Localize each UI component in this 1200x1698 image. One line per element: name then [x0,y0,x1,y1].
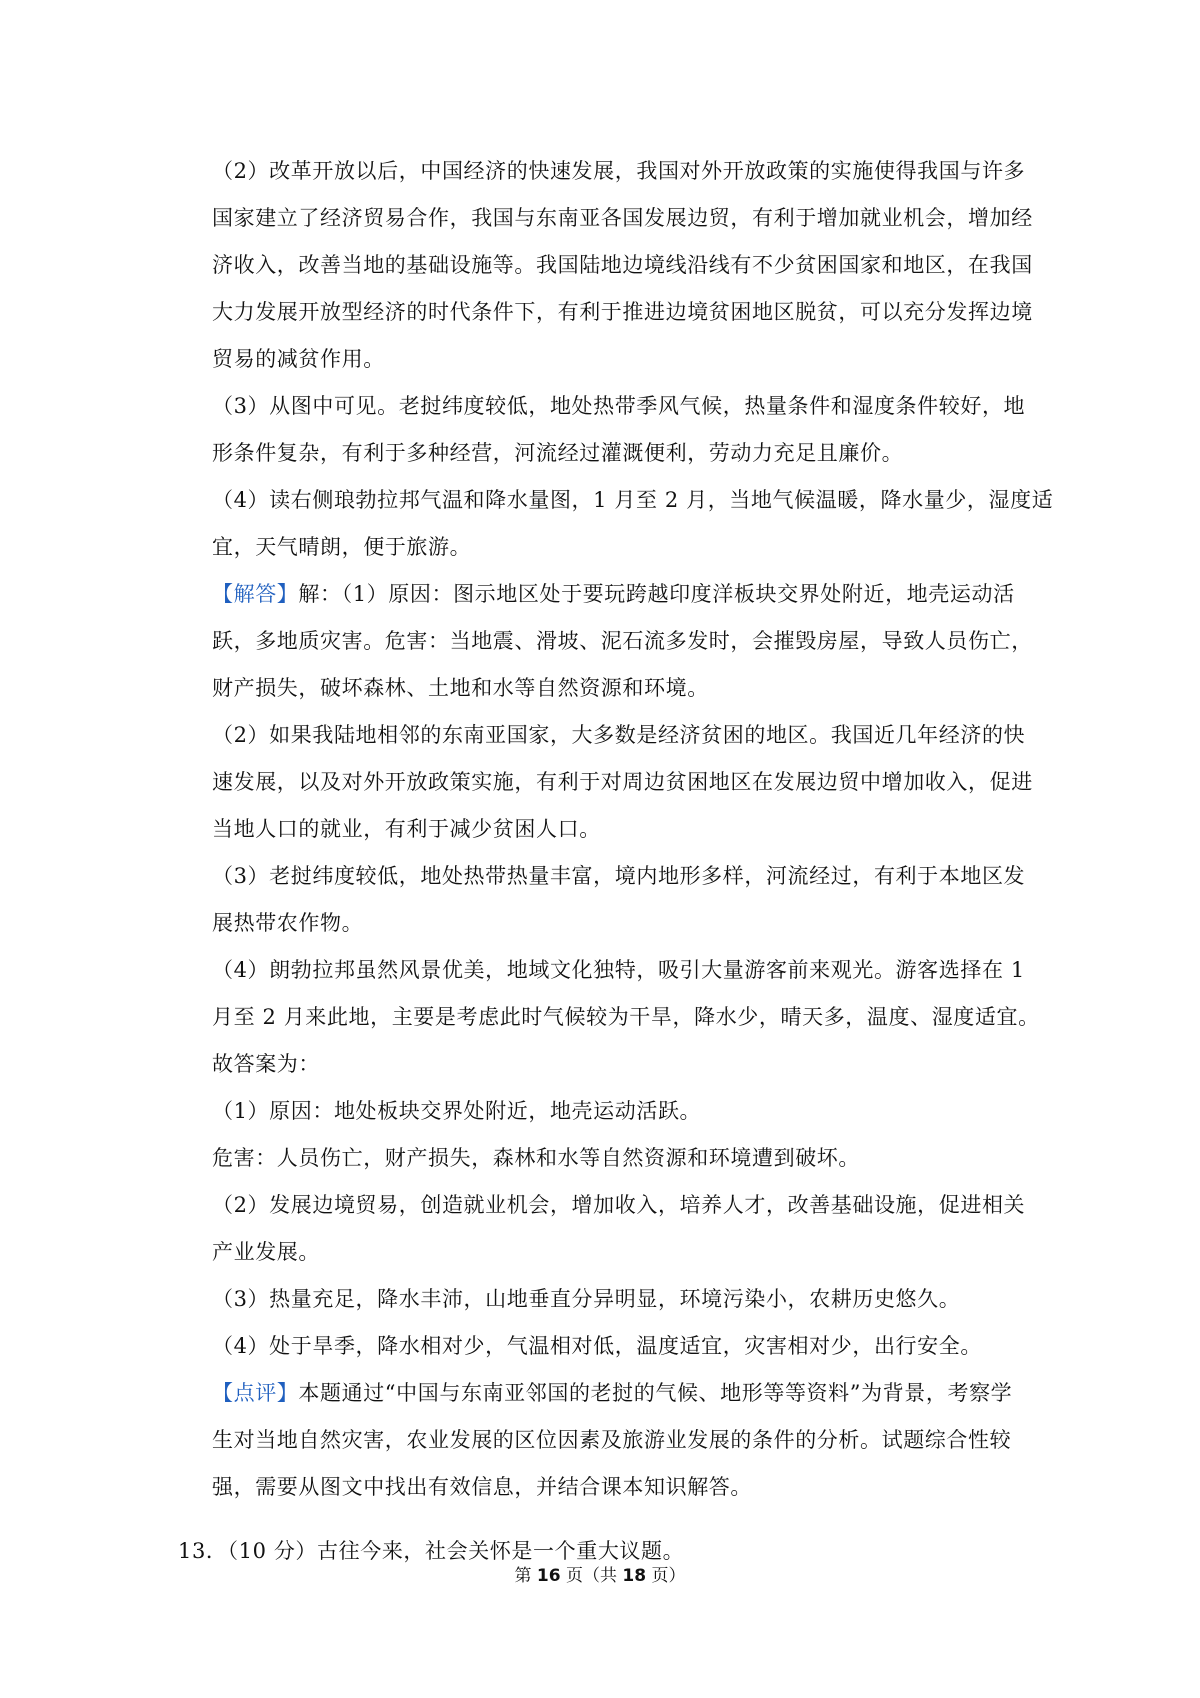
answer-paragraph-3 [212,853,1026,947]
analysis-paragraph-2 [212,148,1033,383]
text-line: （4）处于旱季，降水相对少，气温相对低，温度适宜，灾害相对少，出行安全。 [212,1334,982,1358]
answer-first-line [212,571,1026,618]
text-line: （2）发展边境贸易，创造就业机会，增加收入，培养人才，改善基础设施，促进相关 [212,1193,1026,1217]
final-answers [212,1088,1026,1370]
text-line: （2）如果我陆地相邻的东南亚国家，大多数是经济贫困的地区。我国近几年经济的快 [212,723,1026,747]
text-line: 济收入，改善当地的基础设施等。我国陆地边境线沿线有不少贫困国家和地区，在我国 [212,253,1033,277]
text-line: （3）热量充足，降水丰沛，山地垂直分异明显，环境污染小，农耕历史悠久。 [212,1287,961,1311]
text-line: （2）改革开放以后，中国经济的快速发展，我国对外开放政策的实施使得我国与许多 [212,159,1026,183]
text-line: 产业发展。 [212,1240,320,1264]
text-line: 贸易的减贫作用。 [212,347,385,371]
text-line: 强，需要从图文中找出有效信息，并结合课本知识解答。 [212,1475,752,1499]
footer-prefix: 第 [514,1566,537,1586]
page-footer [0,1564,1200,1588]
page-total: 18 [622,1566,647,1586]
text-line: （3）从图中可见。老挝纬度较低，地处热带季风气候，热量条件和湿度条件较好，地 [212,394,1026,418]
comment-tag: 【点评】 [212,1381,299,1405]
analysis-paragraph-4 [212,477,1054,571]
analysis-paragraph-3 [212,383,1026,477]
text-line: （1）原因：地处板块交界处附近，地壳运动活跃。 [212,1099,702,1123]
page-number: 16 [536,1566,561,1586]
text-line: 危害：人员伤亡，财产损失，森林和水等自然资源和环境遭到破坏。 [212,1146,860,1170]
text-line: 国家建立了经济贸易合作，我国与东南亚各国发展边贸，有利于增加就业机会，增加经 [212,206,1033,230]
text-line: 宜，天气晴朗，便于旅游。 [212,535,472,559]
footer-suffix: 页） [646,1566,686,1586]
text-line: 财产损失，破坏森林、土地和水等自然资源和环境。 [212,676,709,700]
conclusion-label: 故答案为： [212,1052,320,1076]
answer-tag: 【解答】 [212,582,299,606]
text-segment: 解：（1）原因：图示地区处于要玩跨越印度洋板块交界处附近，地壳运动活 [298,582,1015,606]
question-13: 13．（10 分）古往今来，社会关怀是一个重大议题。 [178,1539,685,1563]
text-line: 当地人口的就业，有利于减少贫困人口。 [212,817,601,841]
text-line: （4）读右侧琅勃拉邦气温和降水量图，1 月至 2 月，当地气候温暖，降水量少，湿度适 [212,488,1054,512]
comment-section [212,1370,1026,1511]
text-segment: 本题通过“中国与东南亚邻国的老挝的气候、地形等等资料”为背景，考察学 [298,1381,1013,1405]
answer-paragraph-4 [212,947,1040,1041]
text-line: 跃，多地质灾害。危害：当地震、滑坡、泥石流多发时，会摧毁房屋，导致人员伤亡， [212,629,1033,653]
text-line: 形条件复杂，有利于多种经营，河流经过灌溉便利，劳动力充足且廉价。 [212,441,904,465]
text-line: （3）老挝纬度较低，地处热带热量丰富，境内地形多样，河流经过，有利于本地区发 [212,864,1026,888]
footer-middle: 页（共 [560,1566,623,1586]
text-line: 大力发展开放型经济的时代条件下，有利于推进边境贫困地区脱贫，可以充分发挥边境 [212,300,1033,324]
answer-paragraph-2 [212,712,1033,853]
text-line: （4）朗勃拉邦虽然风景优美，地域文化独特，吸引大量游客前来观光。游客选择在 1 [212,958,1025,982]
comment-first-line [212,1370,1026,1417]
text-line: 月至 2 月来此地，主要是考虑此时气候较为干旱，降水少，晴天多，温度、湿度适宜。 [212,1005,1040,1029]
text-line: 生对当地自然灾害，农业发展的区位因素及旅游业发展的条件的分析。试题综合性较 [212,1428,1012,1452]
text-line: 速发展，以及对外开放政策实施，有利于对周边贫困地区在发展边贸中增加收入，促进 [212,770,1033,794]
answer-section [212,571,1033,712]
document-body [212,148,1054,1511]
text-line: 展热带农作物。 [212,911,364,935]
